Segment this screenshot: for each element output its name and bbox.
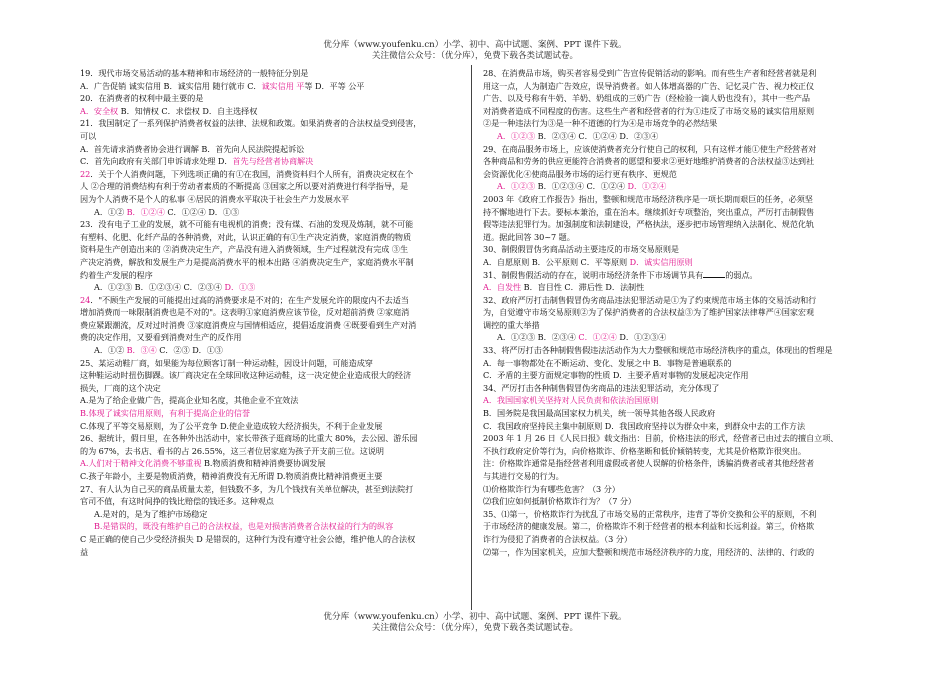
q24-options (80, 344, 452, 357)
q32-line-3: 调控的重大举措 (483, 319, 540, 330)
q22-line-1 (80, 168, 452, 181)
q32-line-1: 32、政府严厉打击制售假冒伪劣商品违法犯罪活动是①为了约束规范市场主体的交易活动和行 (483, 294, 817, 305)
q19-opts-d: 等 D．平等 公平 (304, 80, 365, 91)
q24-line-2: 增加消费而一味限制消费也是不对的"。这表明①家庭消费应该节俭，反对超前消费 ②家庭消 (80, 307, 410, 318)
q24-opt-a: A．①② (94, 345, 127, 356)
q32-answer-highlight: C．①②④ (578, 332, 617, 343)
header-line-1: 优分库（www.youfenku.cn）小学、初中、高中试题、案例、PPT 课件下载。 (323, 40, 627, 50)
q35-sub-2: ⑵我们应如何抵制价格欺诈行为？（7 分） (483, 496, 637, 507)
material-2003-line-4: 道。据此回答 30~7 题。 (483, 231, 575, 242)
q22-line-2: 人 ②合理的消费结构有利于劳动者素质的不断提高 ③国家之所以要对消费进行科学指导，是 (80, 181, 409, 192)
q32-opt-d: D．①②③④ (616, 332, 667, 343)
q24-number: 24 (80, 294, 91, 305)
q23-line-4: 产决定消费，解放和发展生产力是提高消费水平的根本出路 ④消费决定生产，家庭消费水平制 (80, 256, 414, 267)
right-column (483, 67, 888, 607)
q28-line-5: ②是一种违法行为③是一种不道德的行为④是市场竞争的必然结果 (483, 118, 718, 129)
q35-answer-line-3: 诈行为侵犯了消费者的合法权益。（3 分） (483, 533, 632, 544)
q27-option-a: A.是对的，是为了维护市场稳定 (94, 508, 208, 519)
q31-blank (703, 269, 725, 278)
q26-opt-b: B.物质消费和精神消费要协调发展 (201, 458, 326, 469)
q21-opt-c: C．首先向政府有关部门申诉请求处理 D． (80, 156, 233, 167)
q27-line-1: 27、有人认为自己买的商品质量太差，但钱数不多，为几个钱找有关单位解决，甚至到法院打 (80, 483, 414, 494)
q30-opts-abc: A．自愿原则 B．公平原则 C．平等原则 (483, 256, 630, 267)
q20-stem: 20．在消费者的权利中最主要的是 (80, 93, 204, 104)
q33-stem: 33、将严厉打击各种制假售假违法活动作为大力整顿和规范市场经济秩序的重点，体现出的哲理是 (483, 345, 833, 356)
q28-line-1: 28、在消费品市场，购买者容易受到广告宣传促销活动的影响。而有些生产者和经营者就是利 (483, 68, 817, 78)
q29-line-2: 各种商品和劳务的供应更能符合消费者的愿望和要求②更好地维护消费者的合法权益③达到社 (483, 156, 815, 167)
q22-answer-highlight: B．①②④ (126, 206, 165, 217)
q24-line-3: 费应紧跟潮流，反对过时消费 ③家庭消费应与国情相适应，提倡适度消费 ④既要看到生产对消 (80, 319, 417, 330)
column-divider (471, 65, 472, 610)
material-2003-line-3: 假等违法犯罪行为。加强制度和法制建设，严格执法，逐步把市场管理纳入法制化、规范化轨 (483, 219, 815, 230)
material-price-line-3: 注：价格欺诈通常是指经营者利用虚假或者使人误解的价格条件，诱骗消费者或者其他经营者 (483, 458, 815, 469)
q33-options-ab: A．每一事物都处在不断运动、变化、发展之中 B．事物是普遍联系的 (483, 357, 732, 368)
material-price-line-1: 2003 年 1 月 26 日《人民日报》载文指出：目前，价格违法的形式，经营者已由过去的擅自立项、 (483, 433, 839, 444)
q34-answer-highlight: A．我国国家机关坚持对人民负责和依法治国原则 (483, 395, 659, 406)
q34-option-b: B．国务院是我国最高国家权力机关，统一领导其他各级人民政府 (483, 408, 716, 419)
q24-answer-highlight: B．③④ (126, 345, 157, 356)
q31-opts-rest: B．盲目性 C．滞后性 D．法制性 (521, 282, 645, 293)
q19-opts-ab: A．广告促销 诚实信用 B．诚实信用 随行就市 C． (80, 80, 262, 91)
q29-opts-bc: B．①②③④ C．①②④ (535, 181, 628, 192)
q27-line-2: 官司不值，有这时间挣的钱比赔偿的钱还多。这种观点 (80, 496, 274, 507)
q28-line-2: 用这一点，人为制造广告效应，误导消费者。如人体增高器的广告、记忆灵广告、视力校正仪 (483, 80, 815, 91)
q28-answer-highlight: A．①②③ (497, 130, 536, 141)
q28-options (483, 130, 888, 143)
q29-line-1: 29、在商品服务市场上，应该使消费者充分行使自己的权利，只有这样才能①使生产经营者对 (483, 143, 817, 154)
q31-stem-start: 31、制假售假活动的存在，说明市场经济条件下市场调节具有 (483, 269, 704, 280)
page-header (0, 40, 950, 62)
q35-answer-line-2: 于市场经济的健康发展。第二，价格欺诈不利于经营者的根本利益和长远利益。第三，价格欺 (483, 521, 815, 532)
q26-options-cd: C.孩子年龄小，主要是物质消费，精神消费没有无所谓 D.物质消费比精神消费更主要 (80, 471, 383, 481)
material-price-line-2: 不执行政府定价等行为，向价格欺诈、价格垄断和低价倾销转变，尤其是价格欺诈很突出。 (483, 445, 807, 456)
q20-opts-rest: B．知情权 C．求偿权 D．自主选择权 (118, 105, 258, 116)
q25-line-2: 这种鞋运动时扭伤脚踝。该厂商决定在全球回收这种运动鞋，这一决定使企业造成很大的经济 (80, 370, 412, 381)
q21-options-cd (80, 155, 452, 168)
q22-opt-a: A．①② (94, 206, 127, 217)
q30-options (483, 256, 888, 269)
material-price-line-4: 与其进行交易的行为。 (483, 471, 564, 481)
q30-stem: 30、制假假冒伪劣商品活动主要违反的市场交易原则是 (483, 244, 679, 255)
q21-options-ab: A．首先请求消费者协会进行调解 B．首先向人民法院提起诉讼 (80, 143, 305, 154)
q20-options (80, 105, 452, 118)
q23-line-1: 23．没有电子工业的发展，就不可能有电视机的消费；没有煤、石油的发现及炼制，就不可能 (80, 219, 414, 230)
q27-answer-highlight: B.是错误的，既没有维护自己的合法权益，也是对损害消费者合法权益的行为的纵容 (94, 521, 394, 532)
q19-stem: 19．现代市场交易活动的基本精神和市场经济的一般特征分别是 (80, 68, 309, 78)
q31-stem (483, 269, 888, 282)
header-line-2: 关注微信公众号：（优分库），免费下载各类试题试卷。 (371, 51, 579, 61)
q21-line-1: 21．我国制定了一系列保护消费者权益的法律、法规和政策。如果消费者的合法权益受到侵害， (80, 118, 422, 129)
q28-line-4: 对消费者造成不同程度的伤害。这些生产者和经营者的行为①违反了市场交易的诚实信用原则 (483, 105, 815, 116)
q31-answer-highlight: A．自发性 (483, 282, 522, 293)
material-2003-line-1: 2003 年《政府工作报告》指出，整顿和规范市场经济秩序是一项长期而艰巨的任务，必须坚 (483, 193, 813, 204)
q23-line-5: 约着生产发展的程序 (80, 269, 153, 280)
q29-line-3: 会资源优化④使商品服务市场的运行更有秩序、更规范 (483, 168, 677, 179)
q22-stem: ．关于个人消费问题，下列选项正确的有①在我国，消费资料归个人所有，消费决定权在个 (90, 168, 414, 179)
q29-opt-d-highlight: D．①②④ (627, 181, 667, 192)
footer-line-1: 优分库（www.youfenku.cn）小学、初中、高中试题、案例、PPT 课件下载。 (323, 612, 627, 622)
q24-opts-rest: C．②③ D．①③ (156, 345, 223, 356)
q32-opts-ab: A．①②③ B．②③④ (497, 332, 579, 343)
q22-options (80, 206, 452, 219)
q21-line-2: 可以 (80, 130, 97, 141)
q29-answer-highlight: A．①②③ (497, 181, 536, 192)
q26-line-2: 的为 67%，去书店、看书的占 26.55%，这三者位居家庭为孩子开支前三位。这说明 (80, 445, 384, 456)
q21-answer-highlight: 首先与经营者协商解决 (232, 156, 314, 167)
q27-option-cd: C 是正确的使自己少受经济损失 D 是错误的，这种行为没有遵守社会公德，维护他人的合法权 (80, 533, 416, 544)
q23-answer-highlight: D．①③ (224, 282, 256, 293)
q19-answer-highlight: 诚实信用 平 (261, 80, 305, 91)
q23-opts-abc: A．①②③ B．①②③④ C．②③④ (94, 282, 225, 293)
q19-options (80, 80, 452, 93)
q35-answer-line-1: 35、⑴第一，价格欺诈行为扰乱了市场交易的正常秩序，违背了等价交换和公平的原则，不利 (483, 508, 817, 519)
q26-answer-highlight: A.人们对于精神文化消费不够重视 (80, 458, 202, 469)
q25-answer-highlight: B.体现了诚实信用原则，有利于提高企业的信誉 (80, 408, 250, 419)
q26-line-1: 26、据统计，假日里，在各种外出活动中，家长带孩子逛商场的比重大 80%，去公园、游乐园 (80, 433, 418, 444)
q28-opts-rest: B．②③④ C．①②④ D．②③④ (535, 130, 659, 141)
q26-options-ab (80, 457, 452, 470)
q30-answer-highlight: D．诚实信用原则 (629, 256, 693, 267)
q23-line-3: 资料是生产创造出来的 ②消费决定生产，产品没有进入消费领域，生产过程就没有完成 ③生 (80, 244, 409, 255)
q23-line-2: 有塑料、化肥、化纤产品的各种消费，对此，认识正确的有①生产决定消费，家庭消费的物质 (80, 231, 412, 242)
q22-number: 22 (80, 168, 91, 179)
q28-line-3: 广告、以及号称有牛奶、羊奶、奶组成的三奶广告（经检验一滴人奶也没有），其中一些产品 (483, 93, 811, 104)
q20-answer-highlight: A．安全权 (80, 105, 119, 116)
q23-options (80, 281, 452, 294)
q22-line-3: 因为个人消费不是个人的私事 ④居民的消费水平取决于社会生产力发展水平 (80, 193, 350, 204)
q25-option-cd: C.体现了平等交易原则，为了公平竞争 D.使企业造成较大经济损失，不利于企业发展 (80, 420, 383, 431)
q25-line-1: 25、某运动鞋厂商，如果能为每位顾客订制一种运动鞋，因设计问题，可能造成穿 (80, 357, 373, 368)
q27-option-cd-cont: 益 (80, 546, 89, 557)
q31-options (483, 281, 888, 294)
q24-line-4: 费的决定作用，又要看到消费对生产的反作用 (80, 332, 242, 343)
page-footer (0, 612, 950, 634)
q33-options-cd: C．矛盾的主要方面规定事物的性质 D．主要矛盾对事物的发展起决定作用 (483, 370, 749, 381)
q22-opts-rest: C．①②④ D．①③ (164, 206, 240, 217)
q34-options-cd: C．我国政府坚持民主集中制原则 D．我国政府坚持以为群众中来，到群众中去的工作方法 (483, 420, 806, 431)
q35-sub-1: ⑴价格欺诈行为有哪些危害？（3 分） (483, 483, 620, 494)
q25-option-a: A.是为了给企业做广告，提高企业知名度，其他企业不宜效法 (80, 395, 299, 406)
q24-line-1 (80, 294, 452, 307)
footer-line-2: 关注微信公众号：（优分库），免费下载各类试题试卷。 (371, 623, 579, 633)
q24-stem: ．"不顾生产发展的可能提出过高的消费要求是不对的；在生产发展允许的限度内不去适当 (90, 294, 409, 305)
q32-options (483, 331, 888, 344)
q25-line-3: 损失，厂商的这个决定 (80, 382, 161, 393)
q34-stem: 34、严厉打击各种制售假冒伪劣商品的违法犯罪活动，充分体现了 (483, 382, 720, 393)
q32-line-2: 为，自觉遵守市场交易原则②为了保护消费者的合法权益③为了维护国家法律尊严④国家宏观 (483, 307, 815, 318)
material-2003-line-2: 持不懈地进行下去。要标本兼治，重在治本。继续抓好专项整治，突出重点，严厉打击制假售 (483, 206, 815, 217)
q31-stem-end: 的弱点。 (725, 269, 758, 280)
q35-answer-line-4: ⑵第一，作为国家机关，应加大整顿和规范市场经济秩序的力度，用经济的、法律的、行政的 (483, 546, 815, 557)
left-column (80, 67, 452, 607)
q29-options (483, 180, 888, 193)
